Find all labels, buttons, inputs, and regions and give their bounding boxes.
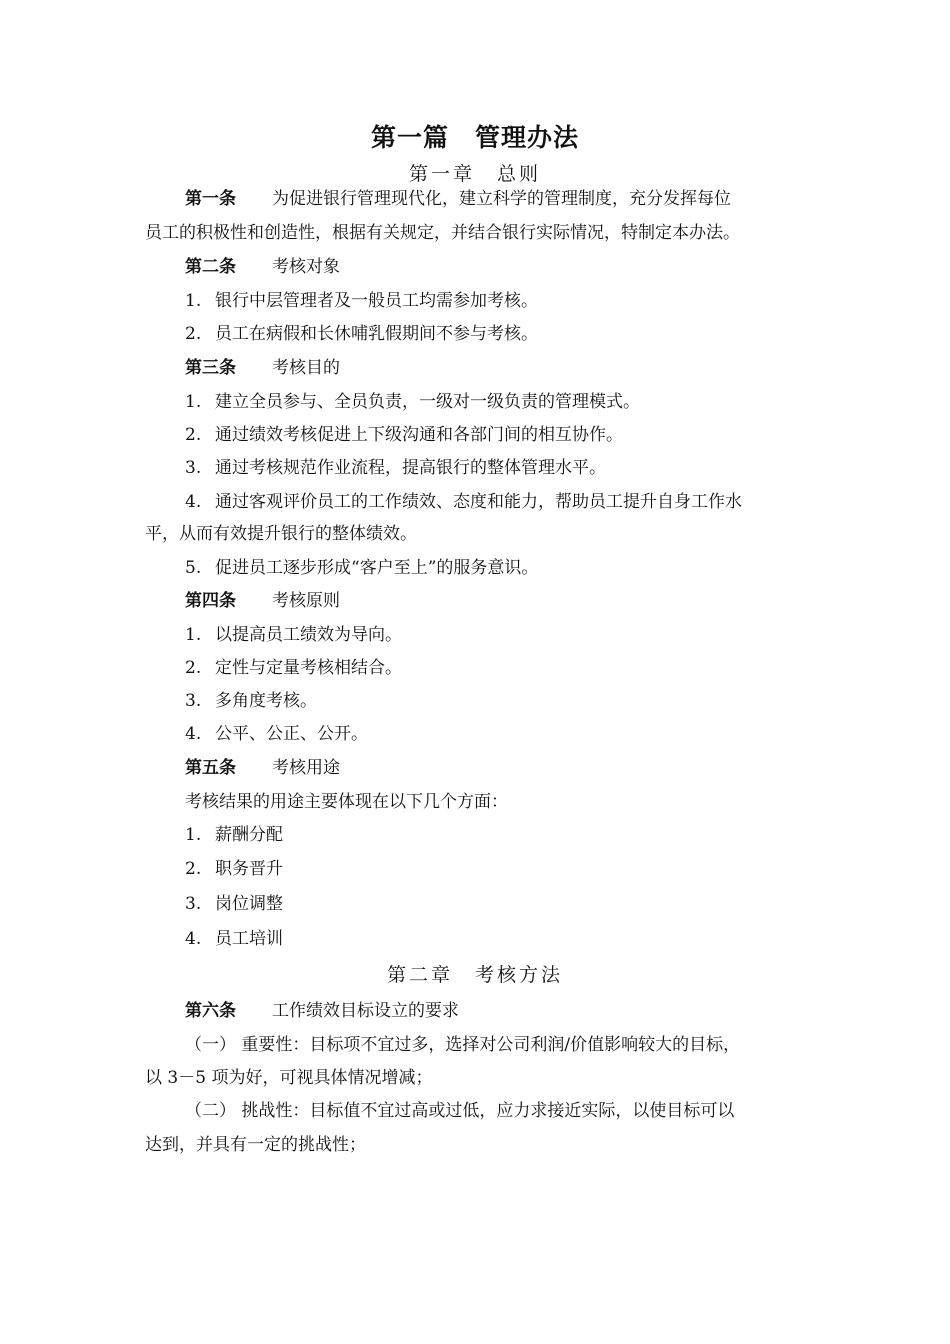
list-text: 定性与定量考核相结合。 bbox=[215, 658, 402, 678]
article-3-label: 第三条 bbox=[185, 358, 236, 378]
article-5-title: 考核用途 bbox=[272, 758, 340, 778]
list-item bbox=[185, 722, 368, 746]
list-item bbox=[185, 490, 742, 514]
list-item bbox=[185, 322, 538, 346]
article-1-line-2: 员工的积极性和创造性，根据有关规定，并结合银行实际情况，特制定本办法。 bbox=[145, 223, 740, 243]
list-text: 员工在病假和长休哺乳假期间不参与考核。 bbox=[215, 324, 538, 344]
list-text: 通过客观评价员工的工作绩效、态度和能力，帮助员工提升自身工作水 bbox=[215, 492, 742, 512]
list-item bbox=[185, 689, 317, 713]
list-number: 5. bbox=[185, 558, 202, 578]
article-5-label: 第五条 bbox=[185, 758, 236, 778]
list-number: 1. bbox=[185, 291, 202, 311]
article-1-label: 第一条 bbox=[185, 189, 236, 209]
list-number: 1. bbox=[185, 625, 202, 645]
article-6-heading bbox=[185, 999, 459, 1023]
article-6-para-2: （二） 挑战性：目标值不宜过高或过低，应力求接近实际，以使目标可以 bbox=[185, 1101, 735, 1121]
list-item bbox=[185, 857, 283, 881]
list-text: 公平、公正、公开。 bbox=[215, 724, 368, 744]
list-item bbox=[185, 289, 538, 313]
list-item bbox=[185, 556, 538, 580]
article-2-title: 考核对象 bbox=[272, 257, 340, 277]
article-3-title: 考核目的 bbox=[272, 358, 340, 378]
article-4-heading bbox=[185, 589, 340, 613]
list-number: 3. bbox=[185, 894, 202, 914]
list-number: 2. bbox=[185, 859, 202, 879]
article-1-text: 为促进银行管理现代化，建立科学的管理制度，充分发挥每位 bbox=[272, 189, 731, 209]
article-6-para-2-cont: 达到，并具有一定的挑战性； bbox=[145, 1135, 366, 1155]
list-text: 员工培训 bbox=[215, 929, 283, 949]
list-item bbox=[185, 623, 402, 647]
list-number: 2. bbox=[185, 324, 202, 344]
article-6-label: 第六条 bbox=[185, 1001, 236, 1021]
list-text: 职务晋升 bbox=[215, 859, 283, 879]
list-text: 岗位调整 bbox=[215, 894, 283, 914]
list-number: 3. bbox=[185, 691, 202, 711]
list-number: 4. bbox=[185, 492, 202, 512]
article-5-intro: 考核结果的用途主要体现在以下几个方面： bbox=[185, 792, 508, 812]
list-number: 2. bbox=[185, 658, 202, 678]
chapter-2-heading: 第二章 考核方法 bbox=[386, 964, 563, 986]
article-4-label: 第四条 bbox=[185, 591, 236, 611]
article-5-heading bbox=[185, 756, 340, 780]
list-text: 薪酬分配 bbox=[215, 825, 283, 845]
article-4-title: 考核原则 bbox=[272, 591, 340, 611]
list-text: 多角度考核。 bbox=[215, 691, 317, 711]
article-6-para-1: （一） 重要性：目标项不宜过多，选择对公司利润/价值影响较大的目标， bbox=[185, 1035, 741, 1055]
part-title: 第一篇 管理办法 bbox=[370, 123, 579, 152]
list-number: 4. bbox=[185, 929, 202, 949]
list-item bbox=[185, 656, 402, 680]
list-item bbox=[185, 823, 283, 847]
list-item bbox=[185, 892, 283, 916]
article-2-label: 第二条 bbox=[185, 257, 236, 277]
article-1-line-1 bbox=[185, 187, 731, 211]
list-number: 1. bbox=[185, 392, 202, 412]
list-text: 以提高员工绩效为导向。 bbox=[215, 625, 402, 645]
list-number: 1. bbox=[185, 825, 202, 845]
article-6-title: 工作绩效目标设立的要求 bbox=[272, 1001, 459, 1021]
article-2-heading bbox=[185, 255, 340, 279]
list-text: 通过考核规范作业流程，提高银行的整体管理水平。 bbox=[215, 458, 606, 478]
article-3-heading bbox=[185, 356, 340, 380]
list-text: 促进员工逐步形成“客户至上”的服务意识。 bbox=[215, 558, 539, 578]
list-number: 3. bbox=[185, 458, 202, 478]
list-text: 银行中层管理者及一般员工均需参加考核。 bbox=[215, 291, 538, 311]
list-item-continuation: 平，从而有效提升银行的整体绩效。 bbox=[145, 524, 417, 544]
article-6-para-1-cont: 以 3－5 项为好，可视具体情况增减； bbox=[145, 1068, 433, 1088]
list-item bbox=[185, 456, 606, 480]
list-item bbox=[185, 390, 640, 414]
list-item bbox=[185, 927, 283, 951]
list-text: 通过绩效考核促进上下级沟通和各部门间的相互协作。 bbox=[215, 425, 623, 445]
list-number: 4. bbox=[185, 724, 202, 744]
list-item bbox=[185, 423, 623, 447]
list-text: 建立全员参与、全员负责，一级对一级负责的管理模式。 bbox=[215, 392, 640, 412]
chapter-1-heading: 第一章 总则 bbox=[408, 163, 541, 185]
list-number: 2. bbox=[185, 425, 202, 445]
